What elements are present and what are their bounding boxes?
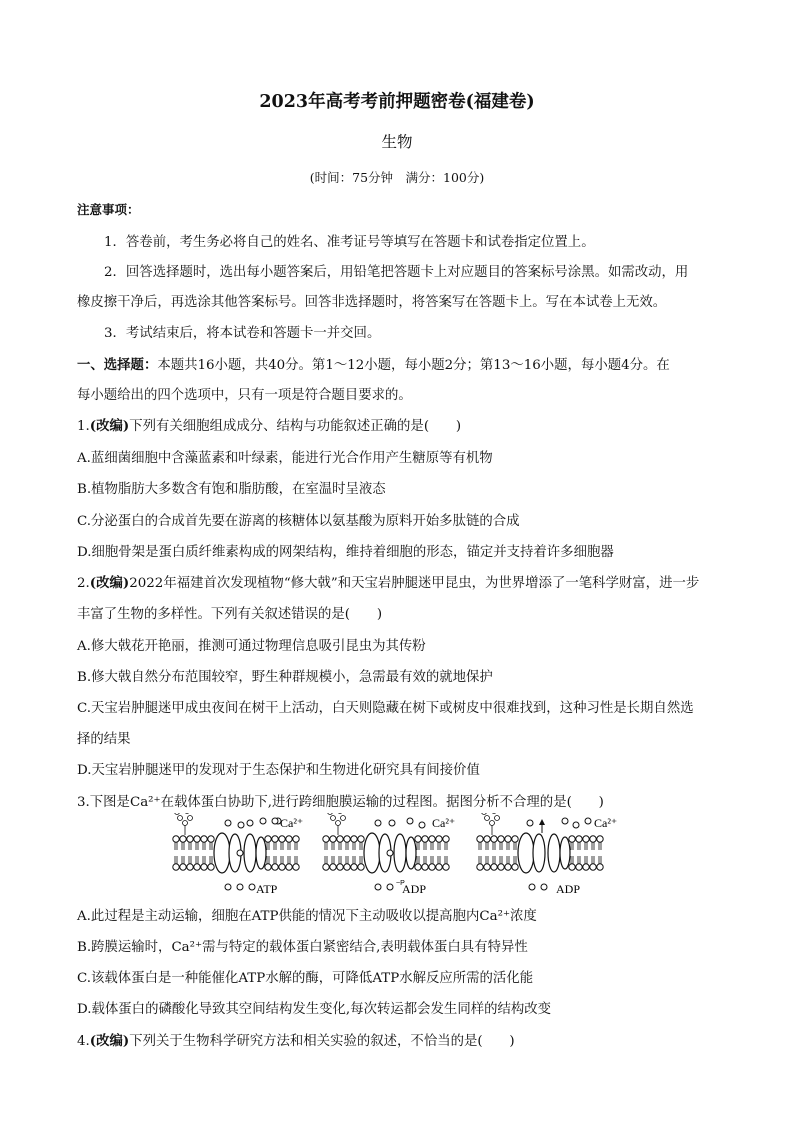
question-3-option-c: C.该载体蛋白是一种能催化ATP水解的酶，可降低ATP水解反应所需的活化能	[77, 971, 534, 986]
figure-ion-label-2: Ca²⁺	[432, 816, 456, 830]
question-2-option-b: B.修大戟自然分布范围较窄，野生种群规模小，急需最有效的就地保护	[77, 670, 493, 685]
question-1-text: 下列有关细胞组成成分、结构与功能叙述正确的是( )	[129, 419, 462, 434]
question-2-stem	[77, 572, 699, 591]
exam-title: 2023年高考考前押题密卷(福建卷)	[259, 92, 535, 112]
question-2-option-d: D.天宝岩肿腿迷甲的发现对于生态保护和生物进化研究具有间接价值	[77, 763, 480, 778]
question-1-option-d: D.细胞骨架是蛋白质纤维素构成的网架结构，维持着细胞的形态，锚定并支持着许多细胞器	[77, 545, 614, 560]
question-2-option-c-cont: 择的结果	[77, 732, 131, 747]
section1-heading: 一、选择题：	[77, 357, 158, 373]
question-3-stem: 3.下图是Ca²⁺在载体蛋白协助下,进行跨细胞膜运输的过程图。据图分析不合理的是( )	[77, 795, 604, 810]
question-2-tag: (改编)	[89, 575, 130, 591]
figure-label-adp-1: ADP	[402, 882, 427, 895]
question-4-text: 下列关于生物科学研究方法和相关实验的叙述，不恰当的是( )	[129, 1034, 515, 1049]
question-1-option-b: B.植物脂肪大多数含有饱和脂肪酸，在室温时呈液态	[77, 482, 386, 497]
question-2-number: 2.	[77, 576, 90, 591]
question-4-stem	[77, 1030, 515, 1049]
figure-ion-label-1: Ca²⁺	[280, 816, 304, 830]
question-1-option-c: C.分泌蛋白的合成首先要在游离的核糖体以氨基酸为原料开始多肽链的合成	[77, 514, 520, 529]
figure-label-atp: ATP	[256, 882, 278, 895]
figure-panel-1	[173, 813, 303, 895]
figure-panel-3	[477, 813, 617, 895]
exam-subject: 生物	[381, 133, 413, 151]
notice-item-3: 3．考试结束后，将本试卷和答题卡一并交回。	[104, 326, 381, 341]
notice-item-2-cont: 橡皮擦干净后，再选涂其他答案标号。回答非选择题时，将答案写在答题卡上。写在本试卷上无效。	[77, 295, 667, 310]
question-1-tag: (改编)	[89, 418, 130, 434]
notice-title: 注意事项：	[77, 202, 140, 217]
question-2-stem-cont: 丰富了生物的多样性。下列有关叙述错误的是( )	[77, 607, 383, 622]
question-2-option-c: C.天宝岩肿腿迷甲成虫夜间在树干上活动，白天则隐藏在树下或树皮中很难找到，这种习性是长期自然选	[77, 701, 694, 716]
question-1-number: 1.	[77, 419, 90, 434]
question-4-tag: (改编)	[89, 1033, 130, 1049]
notice-item-2: 2．回答选择题时，选出每小题答案后，用铅笔把答题卡上对应题目的答案标号涂黑。如需改动，用	[104, 265, 689, 280]
question-2-option-a: A.修大戟花开艳丽，推测可通过物理信息吸引昆虫为其传粉	[77, 639, 426, 654]
figure-label-adp-2: ADP	[556, 882, 581, 895]
section1-desc: 本题共16小题，共40分。第1～12小题，每小题2分；第13～16小题，每小题4分。在	[157, 358, 670, 373]
figure-panel-2	[323, 813, 455, 895]
notice-item-1: 1．答卷前，考生务必将自己的姓名、准考证号等填写在答题卡和试卷指定位置上。	[104, 235, 595, 250]
section1-line1	[77, 354, 670, 373]
question-2-text: 2022年福建首次发现植物“修大戟”和天宝岩肿腿迷甲昆虫，为世界增添了一笔科学财富，进一步	[129, 576, 700, 591]
question-1-option-a: A.蓝细菌细胞中含藻蓝素和叶绿素，能进行光合作用产生糖原等有机物	[77, 451, 493, 466]
figure-phosphate-mark: ~P	[396, 880, 405, 887]
figure-ion-label-3: Ca²⁺	[594, 816, 618, 830]
membrane-transport-figure	[170, 813, 630, 895]
question-3-option-b: B.跨膜运输时，Ca²⁺需与特定的载体蛋白紧密结合,表明载体蛋白具有特异性	[77, 940, 528, 955]
section1-line2: 每小题给出的四个选项中，只有一项是符合题目要求的。	[77, 388, 412, 403]
question-3-option-a: A.此过程是主动运输，细胞在ATP供能的情况下主动吸收以提高胞内Ca²⁺浓度	[77, 909, 537, 924]
question-3-option-d: D.载体蛋白的磷酸化导致其空间结构发生变化,每次转运都会发生同样的结构改变	[77, 1002, 552, 1017]
question-1-stem	[77, 415, 461, 434]
question-4-number: 4.	[77, 1034, 90, 1049]
exam-time-info: (时间：75分钟 满分：100分)	[309, 170, 485, 185]
